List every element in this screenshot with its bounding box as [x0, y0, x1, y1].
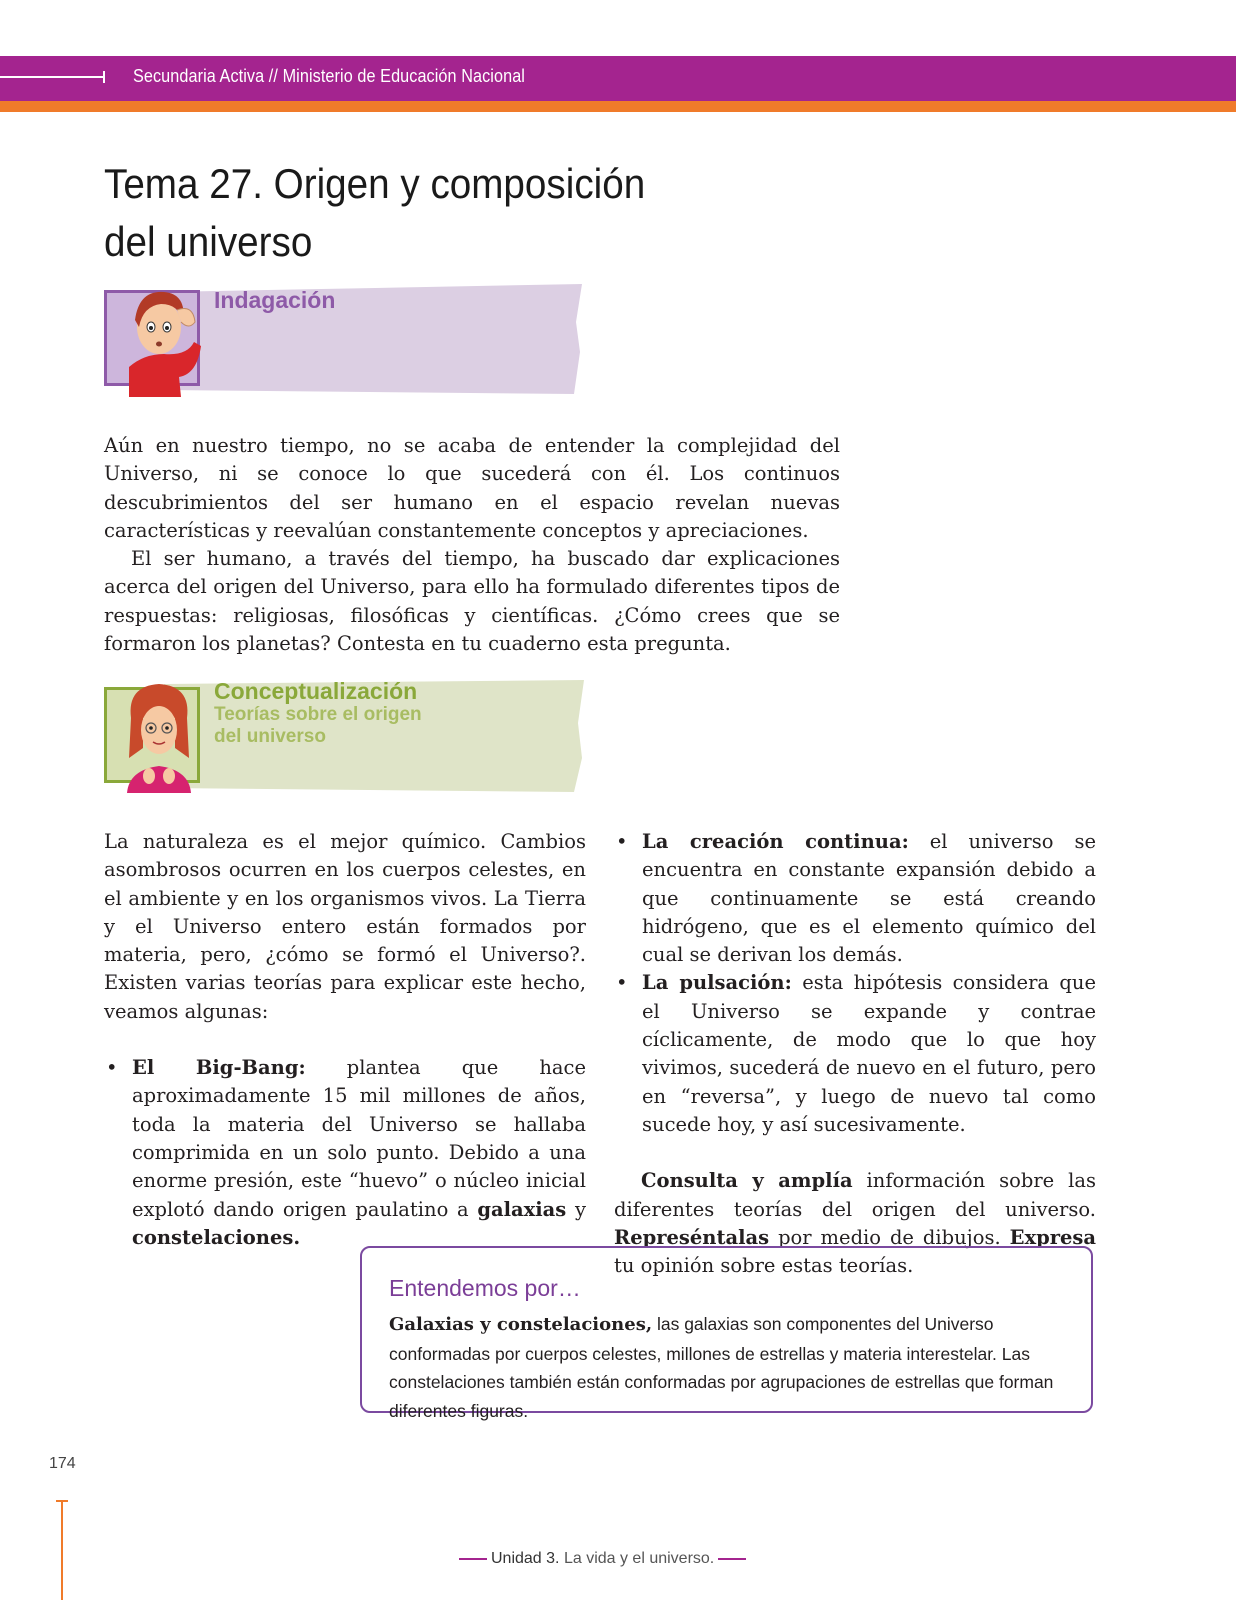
header-text: Secundaria Activa // Ministerio de Educación Nacional — [133, 66, 525, 86]
footer — [455, 1550, 750, 1568]
bullet-creacion-continua-text: el universo se encuentra en constante expansión debido a que continuamente se está creando hidrógeno, que es el elemento químico del cual se derivan los demás. — [642, 830, 1096, 967]
activity-text-2: por medio de dibujos. — [769, 1225, 1010, 1249]
definition-box — [360, 1246, 1093, 1421]
header-rule-tick — [103, 71, 105, 83]
activity-bold-representalas: Represéntalas — [614, 1225, 770, 1249]
bullet-dot: • — [106, 1056, 118, 1080]
bullet-big-bang-term: El Big-Bang: — [132, 1056, 306, 1080]
definition-title: Entendemos por… — [389, 1275, 581, 1301]
page-title-line2: del universo — [104, 218, 313, 265]
bullet-big-bang-text: plantea que hace aproximadamente 15 mil millones de años, toda la materia del Universo se hallaba comprimida en un solo punto. Debido a una enorme presión, este “huevo” o núcleo inicial explotó dando origen paulatino a — [132, 1056, 586, 1221]
bullet-big-bang-constelaciones: constelaciones. — [132, 1225, 301, 1249]
boy-thinking-icon — [109, 282, 219, 397]
footer-rule-left — [459, 1558, 487, 1560]
indagacion-text — [104, 432, 840, 658]
footer-unit: Unidad 3. — [491, 1550, 560, 1567]
bullet-big-bang-connector: y — [566, 1197, 586, 1221]
indagacion-banner — [104, 282, 584, 397]
bullet-big-bang-galaxias: galaxias — [477, 1197, 567, 1221]
activity-bold-expresa: Expresa — [1009, 1225, 1096, 1249]
activity-text-1: información sobre las diferentes teorías del origen del universo. — [614, 1169, 1096, 1221]
header-accent-bar — [0, 101, 1236, 112]
footer-title: La vida y el universo. — [559, 1550, 715, 1567]
page-number: 174 — [49, 1455, 76, 1472]
indagacion-paragraph-2: El ser humano, a través del tiempo, ha buscado dar explicaciones acerca del origen del Universo, para ello ha formulado diferentes tipos de respuestas: religiosas, filosóficas y científicas. ¿Cómo crees que se formaron los planetas? Contesta en tu cuaderno esta pregunta. — [104, 547, 840, 656]
definition-body: las galaxias son componentes del Universo conformadas por cuerpos celestes, millones de estrellas y materia interestelar. Las constelaciones también están conformadas por agrupaciones de estrellas que forman diferentes figuras. — [389, 1314, 1054, 1421]
page-title-line1: Tema 27. Origen y composición — [104, 160, 646, 207]
conceptualizacion-label: Conceptualización — [214, 678, 418, 704]
bullet-pulsacion-term: La pulsación: — [642, 971, 792, 995]
bullet-creacion-continua-term: La creación continua: — [642, 830, 909, 853]
conceptualizacion-subtitle-line2: del universo — [214, 726, 326, 747]
indagacion-paragraph-1: Aún en nuestro tiempo, no se acaba de entender la complejidad del Universo, ni se conoce lo que sucederá con él. Los continuos descubrimientos del ser humano en el espacio revelan nuevas características y reevalúan constantemente conceptos y apreciaciones. — [104, 434, 840, 542]
page-title — [104, 155, 645, 271]
bullet-pulsacion-text: esta hipótesis considera que el Universo se expande y contrae cíclicamente, de modo que lo que hoy vivimos, sucederá de nuevo en el futuro, pero en “reversa”, y luego de nuevo tal como sucede hoy, y así sucesivamente. — [642, 971, 1096, 1136]
conceptualizacion-subtitle — [214, 704, 422, 748]
header-rule — [0, 76, 104, 78]
bullet-creacion-continua — [614, 828, 1096, 969]
indagacion-label: Indagación — [214, 287, 336, 313]
girl-teacher-icon — [109, 678, 219, 795]
bullet-dot: • — [616, 971, 628, 995]
definition-text — [389, 1310, 1069, 1425]
bullet-pulsacion — [614, 969, 1096, 1139]
footer-rule-right — [718, 1558, 746, 1560]
left-column — [104, 828, 586, 1252]
conceptualizacion-subtitle-line1: Teorías sobre el origen — [214, 704, 422, 725]
definition-term: Galaxias y constelaciones, — [389, 1314, 653, 1335]
right-column — [614, 828, 1096, 1280]
conceptualizacion-intro: La naturaleza es el mejor químico. Cambios asombrosos ocurren en los cuerpos celestes, en el ambiente y en los organismos vivos. La Tierra y el Universo entero están formados por materia, pero, ¿cómo se formó el Universo?. Existen varias teorías para explicar este hecho, veamos algunas: — [104, 830, 586, 1023]
bullet-big-bang — [104, 1054, 586, 1252]
side-rule — [61, 1500, 63, 1600]
conceptualizacion-banner — [104, 678, 584, 795]
bullet-dot: • — [616, 830, 628, 853]
activity-text-3: tu opinión sobre estas teorías. — [614, 1254, 914, 1278]
activity-bold-consulta: Consulta y amplía — [641, 1169, 853, 1193]
